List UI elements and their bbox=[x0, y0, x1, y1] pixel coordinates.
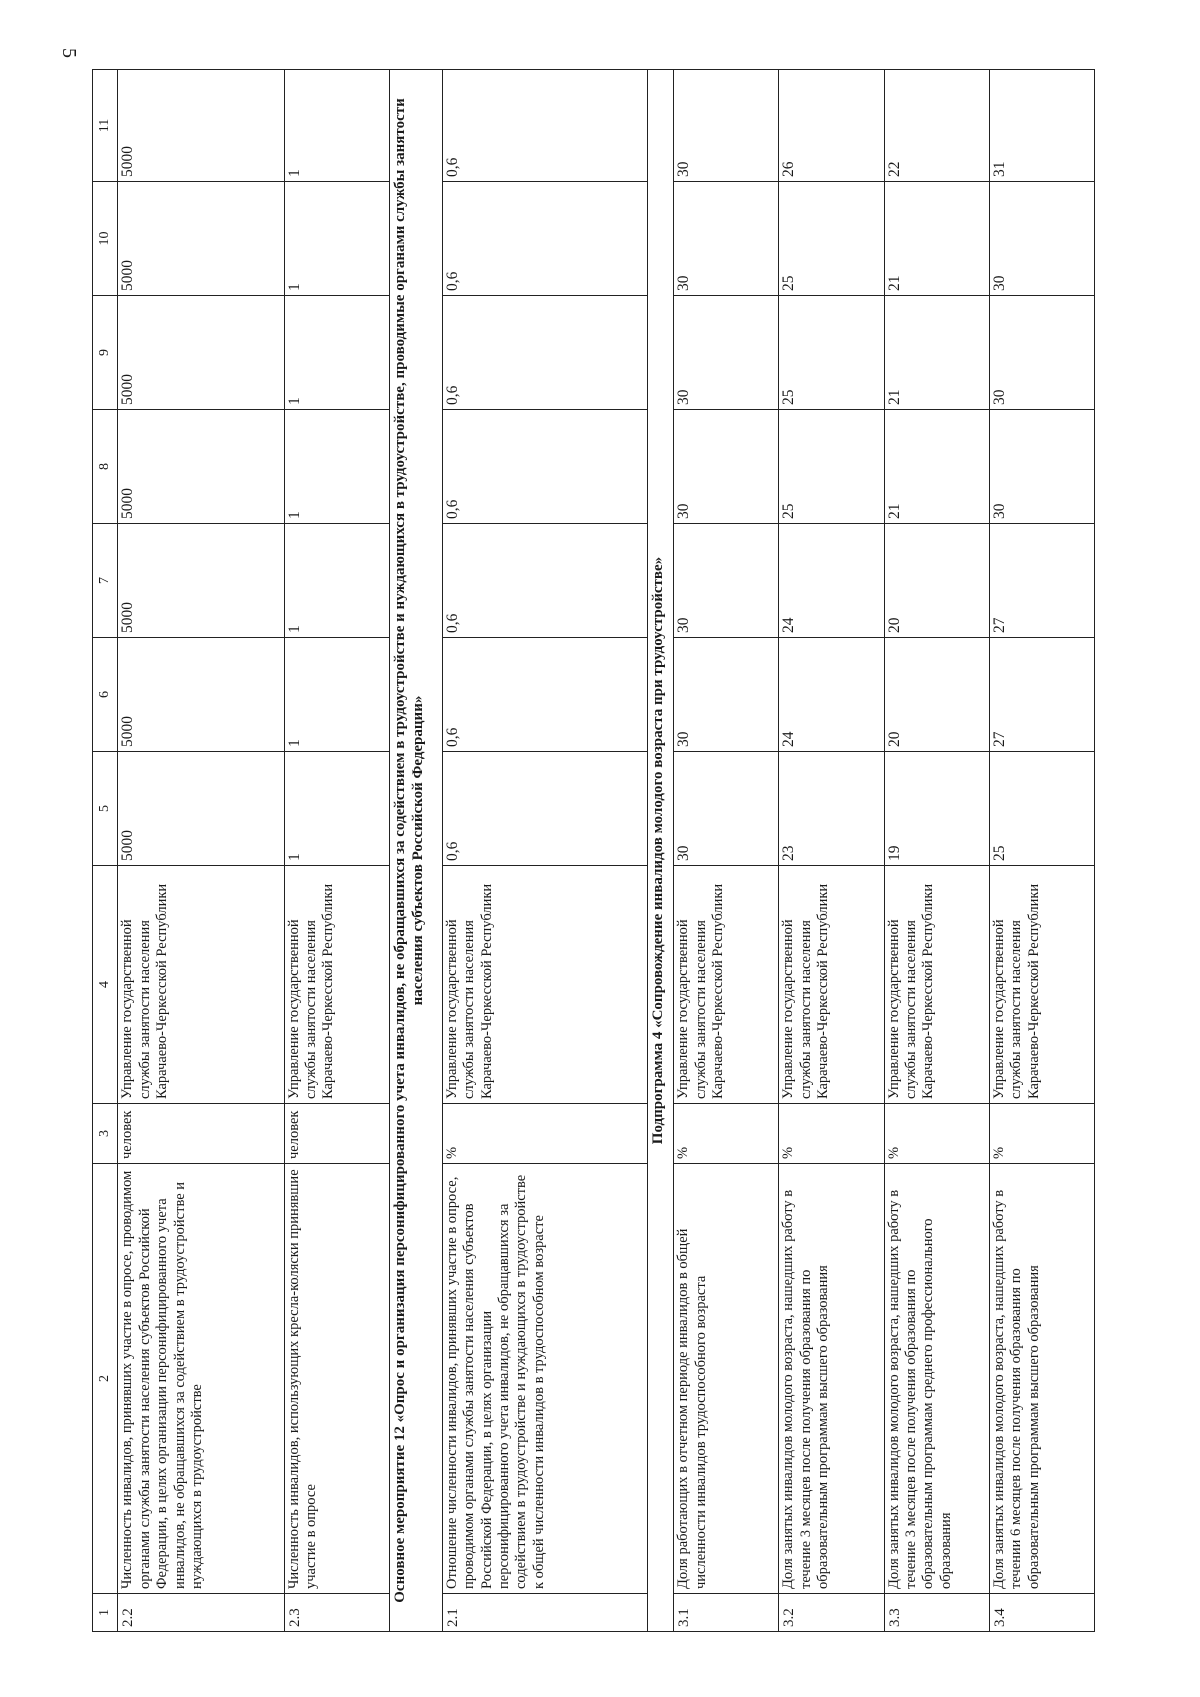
table-row bbox=[884, 70, 989, 1632]
value-cell: 5000 bbox=[118, 182, 284, 296]
value-cell: 5000 bbox=[118, 70, 284, 182]
table-row bbox=[442, 70, 647, 1632]
value-cell: 30 bbox=[674, 182, 779, 296]
value-cell: 21 bbox=[884, 182, 989, 296]
value-cell: 5000 bbox=[118, 296, 284, 410]
value-cell: 25 bbox=[779, 410, 884, 524]
header-cell: 5 bbox=[93, 752, 118, 866]
row-number: 3.1 bbox=[674, 1594, 779, 1632]
value-cell: 20 bbox=[884, 638, 989, 752]
executor-cell: Управление государственной службы занятости населения Карачаево-Черкесской Республики bbox=[779, 866, 884, 1104]
indicator-name: Доля занятых инвалидов молодого возраста, нашедших работу в течение 3 месяцев после получения образования по образовательным программам среднего профессионального образования bbox=[884, 1164, 989, 1594]
value-cell: 5000 bbox=[118, 638, 284, 752]
unit-cell: % bbox=[989, 1104, 1094, 1164]
table-row bbox=[779, 70, 884, 1632]
header-cell: 4 bbox=[93, 866, 118, 1104]
indicator-name: Доля занятых инвалидов молодого возраста, нашедших работу в течении 6 месяцев после получения образования по образовательным программам высшего образования bbox=[989, 1164, 1094, 1594]
section-row bbox=[647, 70, 674, 1632]
executor-cell: Управление государственной службы занятости населения Карачаево-Черкесской Республики bbox=[884, 866, 989, 1104]
executor-cell: Управление государственной службы занятости населения Карачаево-Черкесской Республики bbox=[989, 866, 1094, 1104]
value-cell: 25 bbox=[989, 752, 1094, 866]
header-cell: 8 bbox=[93, 410, 118, 524]
value-cell: 30 bbox=[989, 410, 1094, 524]
value-cell: 25 bbox=[779, 296, 884, 410]
value-cell: 1 bbox=[284, 70, 389, 182]
value-cell: 0,6 bbox=[442, 410, 647, 524]
unit-cell: % bbox=[884, 1104, 989, 1164]
value-cell: 25 bbox=[779, 182, 884, 296]
value-cell: 0,6 bbox=[442, 70, 647, 182]
value-cell: 30 bbox=[989, 182, 1094, 296]
indicator-name: Доля работающих в отчетном периоде инвалидов в общей численности инвалидов трудоспособного возраста bbox=[674, 1164, 779, 1594]
row-number: 2.2 bbox=[118, 1594, 284, 1632]
table-row bbox=[284, 70, 389, 1632]
value-cell: 30 bbox=[989, 296, 1094, 410]
indicator-name: Численность инвалидов, использующих кресла-коляски принявшие участие в опросе bbox=[284, 1164, 389, 1594]
indicator-name: Отношение численности инвалидов, принявших участие в опросе, проводимом органами службы занятости населения субъектов Российской Федерации, в целях организации персонифицированного учета инвалидов, не обращавшихся за содействием в трудоустройстве и нуждающихся в трудоустройстве к общей численности инвалидов в трудоспособном возрасте bbox=[442, 1164, 647, 1594]
value-cell: 0,6 bbox=[442, 524, 647, 638]
value-cell: 0,6 bbox=[442, 296, 647, 410]
value-cell: 1 bbox=[284, 524, 389, 638]
unit-cell: % bbox=[442, 1104, 647, 1164]
header-cell: 7 bbox=[93, 524, 118, 638]
header-cell: 3 bbox=[93, 1104, 118, 1164]
section-title: Подпрограмма 4 «Сопровождение инвалидов молодого возраста при трудоустройстве» bbox=[647, 70, 674, 1632]
unit-cell: человек bbox=[284, 1104, 389, 1164]
table-row bbox=[674, 70, 779, 1632]
value-cell: 27 bbox=[989, 638, 1094, 752]
unit-cell: человек bbox=[118, 1104, 284, 1164]
indicator-name: Доля занятых инвалидов молодого возраста, нашедших работу в течение 3 месяцев после получения образования по образовательным программам высшего образования bbox=[779, 1164, 884, 1594]
executor-cell: Управление государственной службы занятости населения Карачаево-Черкесской Республики bbox=[442, 866, 647, 1104]
value-cell: 19 bbox=[884, 752, 989, 866]
executor-cell: Управление государственной службы занятости населения Карачаево-Черкесской Республики bbox=[284, 866, 389, 1104]
header-cell: 6 bbox=[93, 638, 118, 752]
indicators-table bbox=[92, 69, 1095, 1632]
value-cell: 30 bbox=[674, 524, 779, 638]
value-cell: 23 bbox=[779, 752, 884, 866]
indicators-table-container bbox=[92, 70, 1095, 1632]
row-number: 3.2 bbox=[779, 1594, 884, 1632]
value-cell: 0,6 bbox=[442, 638, 647, 752]
page-number: 5 bbox=[58, 48, 80, 58]
value-cell: 27 bbox=[989, 524, 1094, 638]
value-cell: 31 bbox=[989, 70, 1094, 182]
value-cell: 1 bbox=[284, 182, 389, 296]
table-body bbox=[93, 70, 1095, 1632]
header-cell: 9 bbox=[93, 296, 118, 410]
header-cell: 1 bbox=[93, 1594, 118, 1632]
header-cell: 2 bbox=[93, 1164, 118, 1594]
header-cell: 11 bbox=[93, 70, 118, 182]
row-number: 2.1 bbox=[442, 1594, 647, 1632]
executor-cell: Управление государственной службы занятости населения Карачаево-Черкесской Республики bbox=[118, 866, 284, 1104]
section-title: Основное мероприятие 12 «Опрос и организация персонифицированного учета инвалидов, не обращавшихся за содействием в трудоустройстве и нуждающихся в трудоустройстве, проводимые органами службы занятости населения субъектов Российской Федерации» bbox=[389, 70, 442, 1632]
value-cell: 1 bbox=[284, 410, 389, 524]
value-cell: 26 bbox=[779, 70, 884, 182]
value-cell: 0,6 bbox=[442, 752, 647, 866]
value-cell: 30 bbox=[674, 296, 779, 410]
value-cell: 24 bbox=[779, 524, 884, 638]
value-cell: 1 bbox=[284, 296, 389, 410]
value-cell: 30 bbox=[674, 638, 779, 752]
value-cell: 30 bbox=[674, 752, 779, 866]
table-row bbox=[989, 70, 1094, 1632]
unit-cell: % bbox=[674, 1104, 779, 1164]
value-cell: 21 bbox=[884, 410, 989, 524]
row-number: 3.3 bbox=[884, 1594, 989, 1632]
header-row bbox=[93, 70, 118, 1632]
executor-cell: Управление государственной службы занятости населения Карачаево-Черкесской Республики bbox=[674, 866, 779, 1104]
value-cell: 21 bbox=[884, 296, 989, 410]
value-cell: 24 bbox=[779, 638, 884, 752]
value-cell: 5000 bbox=[118, 410, 284, 524]
value-cell: 1 bbox=[284, 752, 389, 866]
row-number: 2.3 bbox=[284, 1594, 389, 1632]
value-cell: 0,6 bbox=[442, 182, 647, 296]
header-cell: 10 bbox=[93, 182, 118, 296]
unit-cell: % bbox=[779, 1104, 884, 1164]
row-number: 3.4 bbox=[989, 1594, 1094, 1632]
value-cell: 30 bbox=[674, 410, 779, 524]
indicator-name: Численность инвалидов, принявших участие в опросе, проводимом органами службы занятости населения субъектов Российской Федерации, в целях организации персонифицированного учета инвалидов, не обращавшихся за содействием в трудоустройстве и нуждающихся в трудоустройстве bbox=[118, 1164, 284, 1594]
value-cell: 30 bbox=[674, 70, 779, 182]
value-cell: 1 bbox=[284, 638, 389, 752]
value-cell: 5000 bbox=[118, 524, 284, 638]
table-row bbox=[118, 70, 284, 1632]
value-cell: 20 bbox=[884, 524, 989, 638]
value-cell: 5000 bbox=[118, 752, 284, 866]
value-cell: 22 bbox=[884, 70, 989, 182]
section-row bbox=[389, 70, 442, 1632]
